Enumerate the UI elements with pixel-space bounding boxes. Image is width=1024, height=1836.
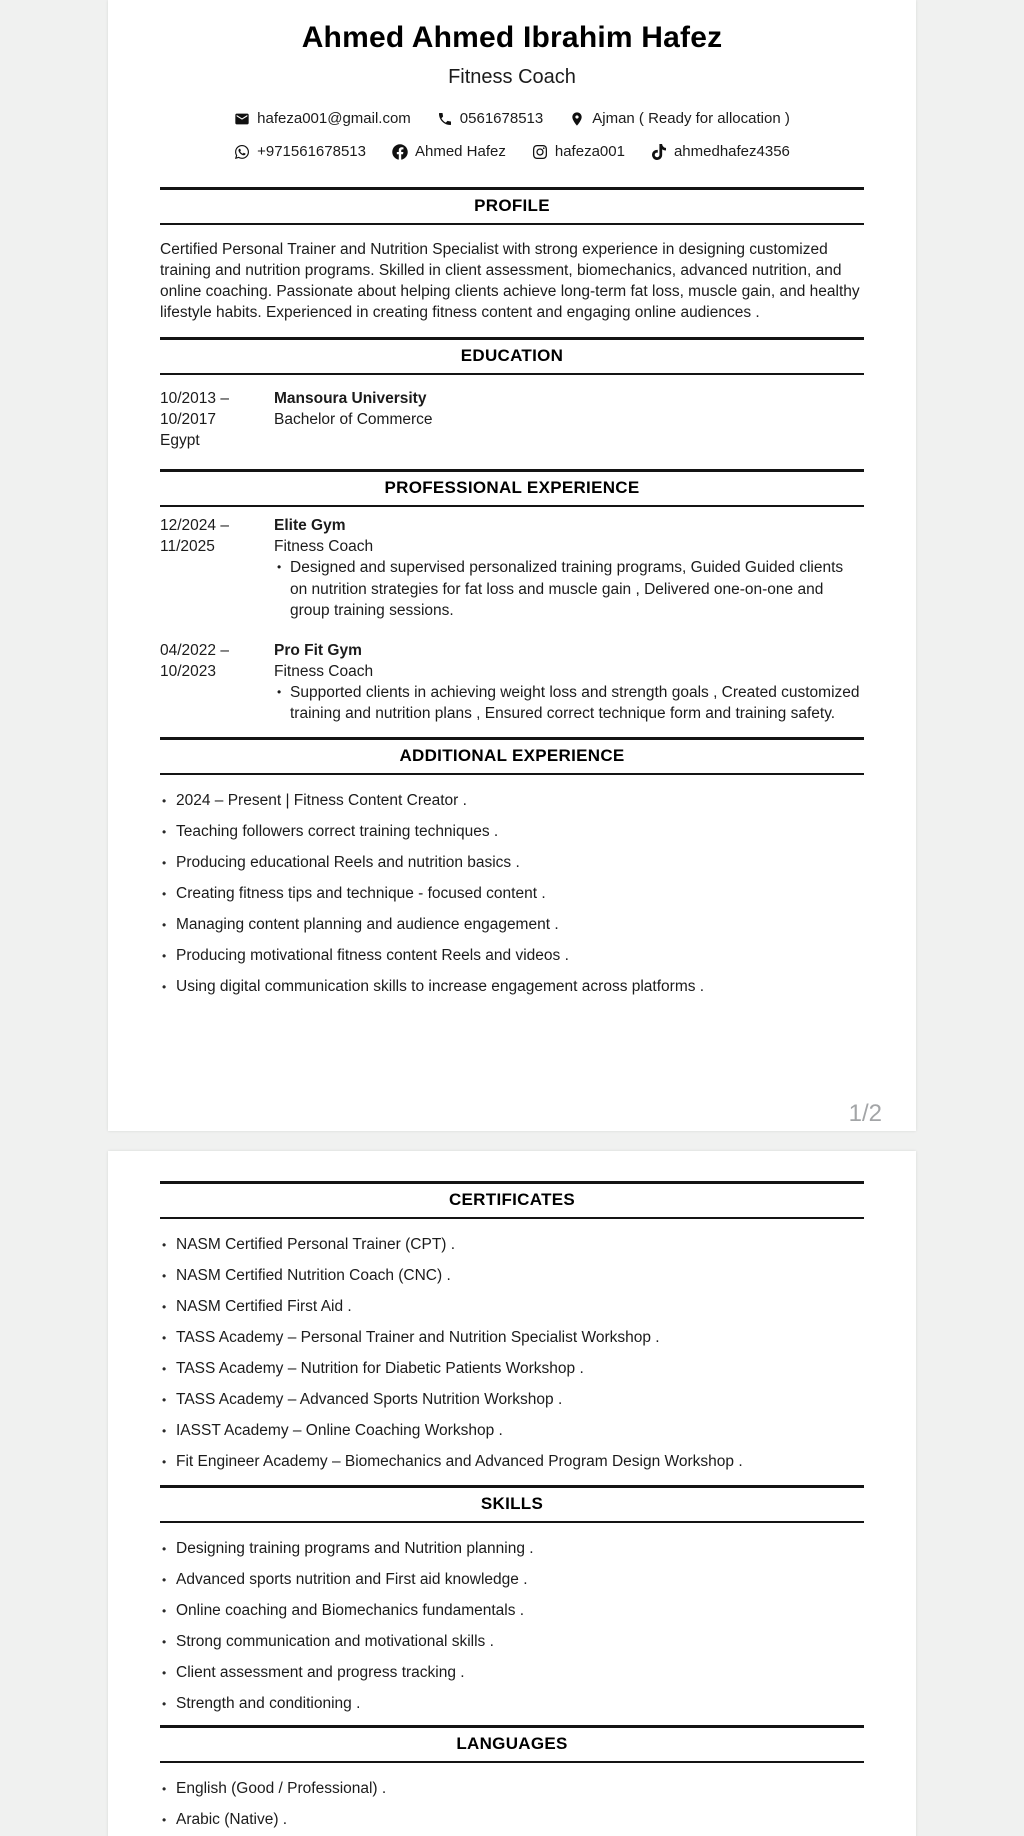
additional-experience-item: • Producing educational Reels and nutrition basics . (160, 853, 864, 872)
section-heading-certificates-label: CERTIFICATES (448, 1190, 576, 1209)
education-school: Mansoura University (274, 390, 427, 407)
section-heading-languages-label: LANGUAGES (456, 1734, 568, 1753)
section-heading-professional-experience-label: PROFESSIONAL EXPERIENCE (384, 478, 640, 497)
section-heading-additional-experience-label: ADDITIONAL EXPERIENCE (399, 745, 625, 765)
page-gap (0, 1131, 1024, 1151)
skill-item: • Online coaching and Biomechanics fundamentals . (160, 1601, 864, 1620)
experience-bullet-list (274, 557, 864, 622)
instagram-icon (532, 144, 548, 160)
contact-row-1 (160, 110, 864, 128)
skill-item: • Designing training programs and Nutrition planning . (160, 1539, 864, 1558)
contact-phone (437, 110, 543, 128)
section-heading-certificates (160, 1181, 864, 1219)
languages-list (160, 1779, 864, 1829)
certificate-item: • IASST Academy – Online Coaching Workshop . (160, 1421, 864, 1440)
section-heading-education (160, 337, 864, 375)
contact-location (569, 110, 790, 128)
whatsapp-icon (234, 144, 250, 160)
additional-experience-list (160, 791, 864, 996)
email-icon (234, 111, 250, 127)
experience-company: Elite Gym (274, 517, 346, 534)
section-heading-profile-label: PROFILE (474, 196, 550, 215)
section-heading-languages (160, 1725, 864, 1763)
section-heading-education-label: EDUCATION (460, 346, 564, 365)
skills-list (160, 1539, 864, 1713)
additional-experience-item: • 2024 – Present | Fitness Content Creator . (160, 791, 864, 810)
section-heading-skills (160, 1485, 864, 1523)
contact-location-text: Ajman ( Ready for allocation ) (592, 110, 790, 127)
experience-bullet: • Supported clients in achieving weight loss and strength goals , Created customized training and nutrition plans , Ensured correct technique form and training safety. (274, 682, 864, 725)
certificate-item: • NASM Certified First Aid . (160, 1297, 864, 1316)
experience-company: Pro Fit Gym (274, 641, 362, 659)
section-heading-professional-experience (160, 469, 864, 507)
contact-tiktok (651, 143, 790, 161)
contact-email-text: hafeza001@gmail.com (257, 110, 411, 127)
education-location: Egypt (160, 432, 200, 449)
facebook-icon (392, 144, 408, 160)
education-period-location (160, 388, 274, 451)
certificate-item: • TASS Academy – Advanced Sports Nutrition Workshop . (160, 1390, 864, 1409)
additional-experience-item: • Using digital communication skills to increase engagement across platforms . (160, 977, 864, 996)
experience-entry (160, 640, 864, 725)
contact-tiktok-text: ahmedhafez4356 (673, 143, 790, 160)
additional-experience-item: • Teaching followers correct training techniques . (160, 822, 864, 841)
experience-role: Fitness Coach (274, 662, 374, 680)
contact-whatsapp-text: +971561678513 (257, 143, 366, 160)
resume-job-title: Fitness Coach (448, 66, 576, 88)
phone-icon (437, 111, 453, 127)
certificate-item: • NASM Certified Personal Trainer (CPT) . (160, 1235, 864, 1254)
education-period: 10/2013 – 10/2017 (160, 390, 229, 428)
language-item: • English (Good / Professional) . (160, 1779, 864, 1798)
contact-facebook-text: Ahmed Hafez (414, 143, 506, 160)
additional-experience-item: • Managing content planning and audience engagement . (160, 915, 864, 934)
experience-bullet-list (274, 682, 864, 725)
certificate-item: • NASM Certified Nutrition Coach (CNC) . (160, 1266, 864, 1285)
skill-item: • Client assessment and progress tracking . (160, 1663, 864, 1682)
certificate-item: • TASS Academy – Nutrition for Diabetic Patients Workshop . (160, 1359, 864, 1378)
contact-email (234, 110, 411, 128)
education-degree: Bachelor of Commerce (274, 411, 433, 428)
certificate-item: • Fit Engineer Academy – Biomechanics and Advanced Program Design Workshop . (160, 1452, 864, 1471)
contact-whatsapp (234, 143, 366, 161)
language-item: • Arabic (Native) . (160, 1810, 864, 1829)
skill-item: • Strength and conditioning . (160, 1694, 864, 1713)
skill-item: • Strong communication and motivational skills . (160, 1632, 864, 1651)
section-heading-skills-label: SKILLS (480, 1494, 544, 1513)
certificates-list (160, 1235, 864, 1471)
additional-experience-item: • Creating fitness tips and technique - focused content . (160, 884, 864, 903)
contact-phone-text: 0561678513 (459, 110, 544, 127)
resume-page-2 (108, 1151, 916, 1836)
contact-row-2 (160, 143, 864, 161)
experience-entry (160, 515, 864, 622)
section-heading-additional-experience (160, 737, 864, 775)
experience-details (274, 640, 864, 725)
experience-details (274, 515, 864, 622)
skill-item: • Advanced sports nutrition and First aid knowledge . (160, 1570, 864, 1589)
contact-instagram (532, 143, 625, 161)
education-entry (160, 388, 864, 451)
contact-facebook (392, 143, 506, 161)
experience-role: Fitness Coach (274, 538, 374, 555)
experience-period: 04/2022 – 10/2023 (160, 641, 229, 680)
experience-period: 12/2024 – 11/2025 (160, 517, 229, 555)
additional-experience-item: • Producing motivational fitness content Reels and videos . (160, 946, 864, 965)
resume-page-1 (108, 0, 916, 1131)
section-heading-profile (160, 187, 864, 225)
resume-name: Ahmed Ahmed Ibrahim Hafez (301, 21, 723, 54)
tiktok-icon (651, 144, 667, 160)
education-details (274, 388, 864, 451)
certificate-item: • TASS Academy – Personal Trainer and Nutrition Specialist Workshop . (160, 1328, 864, 1347)
profile-text: Certified Personal Trainer and Nutrition Specialist with strong experience in designing customized training and nutrition programs. Skilled in client assessment, biomechanics, advanced nutrition, and online coaching. Passionate about helping clients achieve long-term fat loss, muscle gain, and healthy lifestyle habits. Experienced in creating fitness content and engaging online audiences . (160, 241, 860, 321)
page-number-indicator: 1/2 (848, 1100, 882, 1127)
experience-bullet: • Designed and supervised personalized training programs, Guided Guided clients on nutrition strategies for fat loss and muscle gain , Delivered one-on-one and group training sessions. (274, 557, 864, 622)
location-icon (569, 111, 585, 127)
contact-instagram-text: hafeza001 (554, 143, 625, 160)
